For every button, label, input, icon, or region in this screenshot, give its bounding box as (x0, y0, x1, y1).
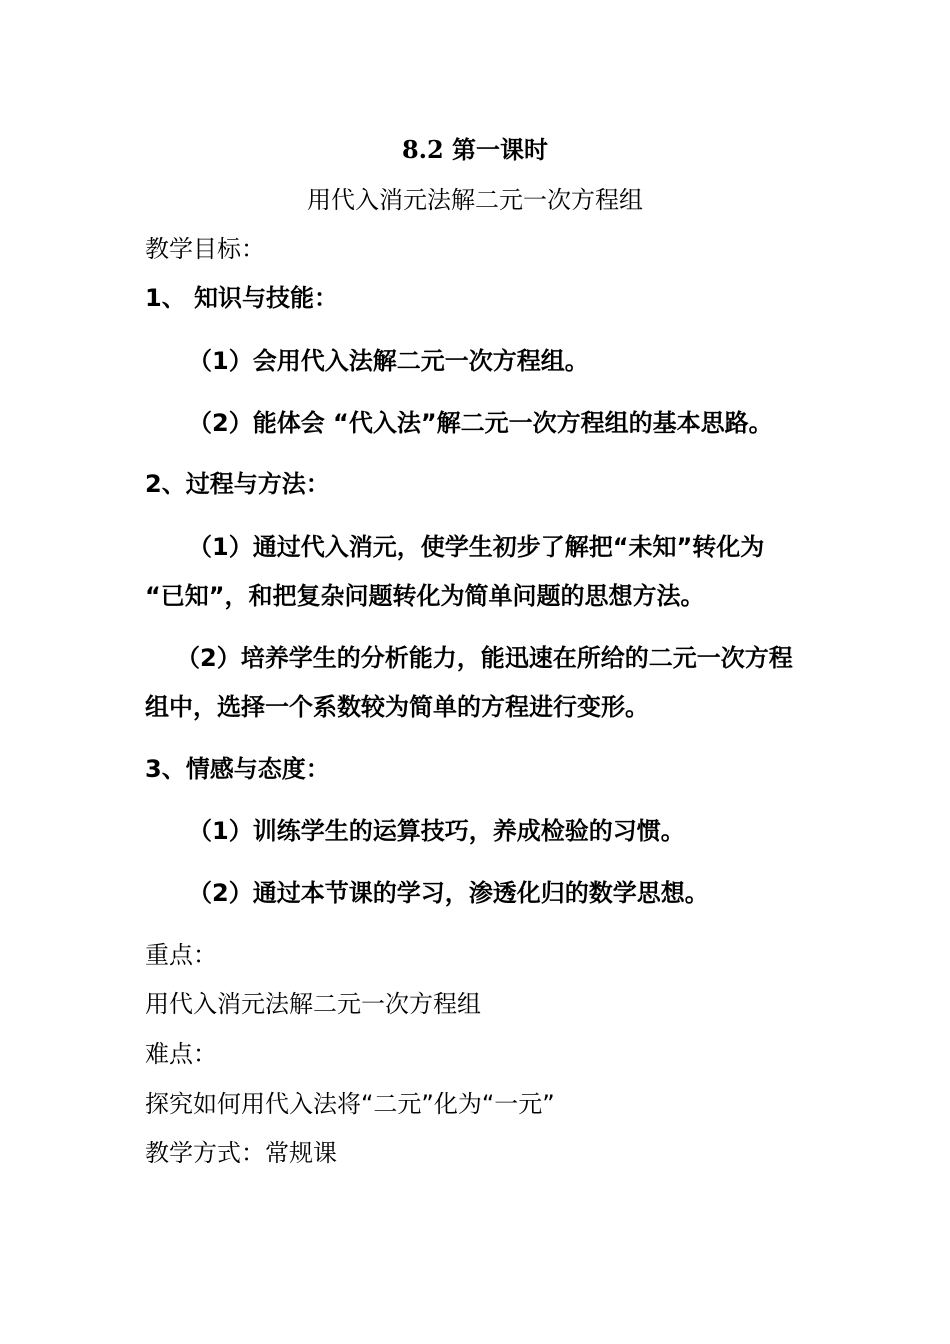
emotion-heading: 3、情感与态度： (145, 755, 330, 783)
lesson-subtitle: 用代入消元法解二元一次方程组 (307, 186, 643, 214)
difficulty-text: 探究如何用代入法将“二元”化为“一元” (145, 1090, 555, 1118)
objectives-heading: 教学目标： (145, 235, 265, 263)
process-item-2-line-1: （2）培养学生的分析能力，能迅速在所给的二元一次方程 (176, 644, 793, 672)
lesson-title: 8.2 第一课时 (401, 135, 549, 164)
process-heading: 2、过程与方法： (145, 470, 330, 498)
key-point-text: 用代入消元法解二元一次方程组 (145, 990, 481, 1018)
process-item-1-line-2: “已知”，和把复杂问题转化为简单问题的思想方法。 (145, 582, 705, 610)
emotion-item-1: （1）训练学生的运算技巧，养成检验的习惯。 (188, 817, 685, 845)
knowledge-item-2: （2）能体会 “代入法”解二元一次方程组的基本思路。 (188, 409, 773, 437)
teaching-method: 教学方式：常规课 (145, 1139, 337, 1167)
emotion-item-2: （2）通过本节课的学习，渗透化归的数学思想。 (188, 879, 709, 907)
process-item-2-line-2: 组中，选择一个系数较为简单的方程进行变形。 (145, 693, 649, 721)
process-item-1-line-1: （1）通过代入消元，使学生初步了解把“未知”转化为 (188, 533, 765, 561)
key-point-heading: 重点： (145, 941, 217, 969)
knowledge-heading: 1、 知识与技能： (145, 284, 339, 312)
knowledge-item-1: （1）会用代入法解二元一次方程组。 (188, 347, 589, 375)
difficulty-heading: 难点： (145, 1040, 217, 1068)
